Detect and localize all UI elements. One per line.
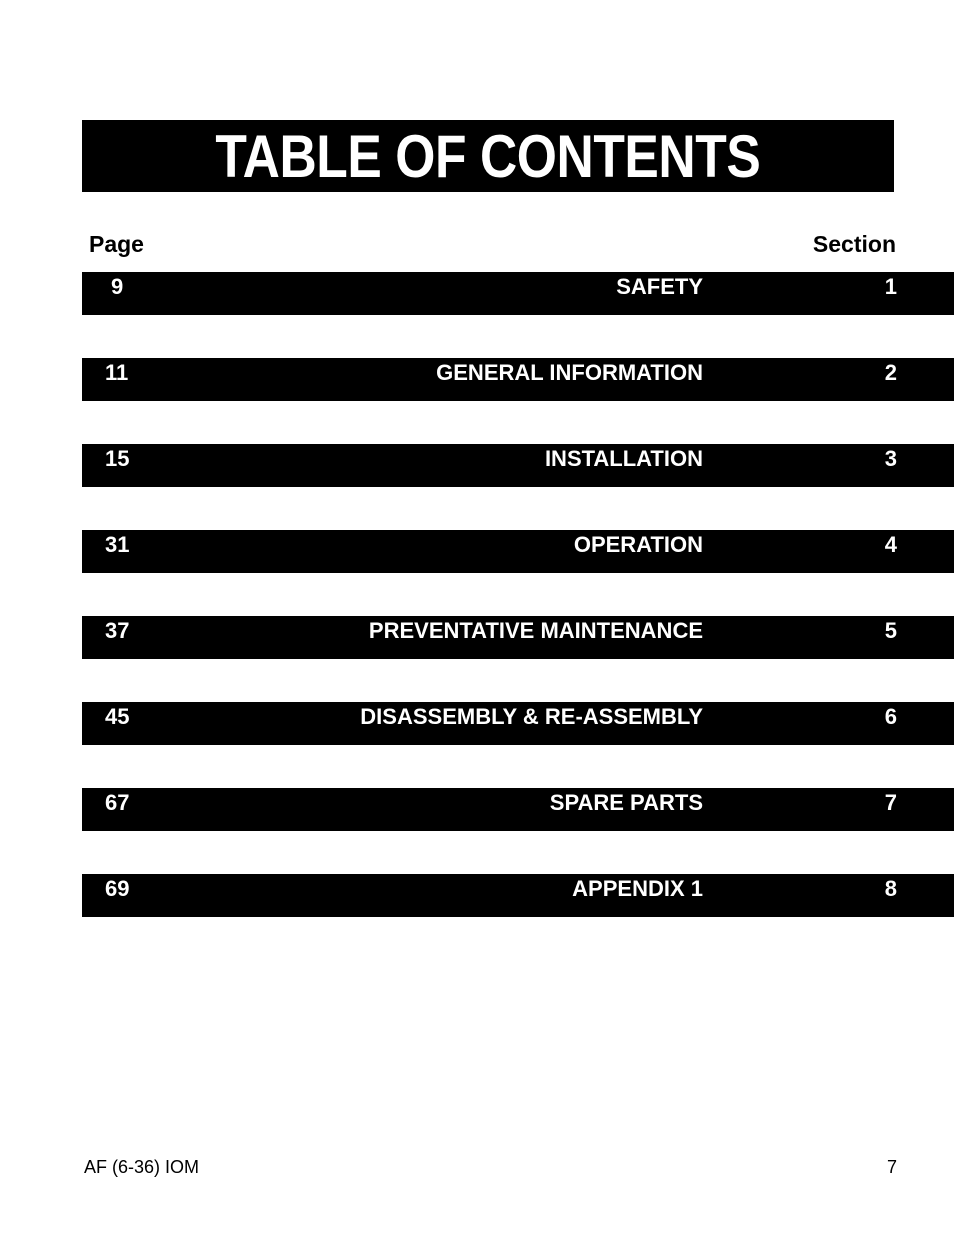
toc-entry-general-information[interactable]: [82, 358, 954, 401]
toc-title: OPERATION: [573, 532, 703, 557]
toc-title: SAFETY: [616, 274, 703, 299]
toc-title: GENERAL INFORMATION: [436, 360, 703, 385]
section-column-heading: Section: [812, 231, 896, 257]
toc-entry-preventative-maintenance[interactable]: [82, 616, 954, 659]
toc-page-number: 11: [105, 360, 129, 385]
toc-title: DISASSEMBLY & RE-ASSEMBLY: [360, 704, 703, 729]
toc-section-number: 3: [884, 446, 897, 471]
toc-section-number: 8: [884, 876, 897, 901]
toc-section-number: 6: [884, 704, 897, 729]
toc-entry-safety[interactable]: [82, 272, 954, 315]
toc-entry-spare-parts[interactable]: [82, 788, 954, 831]
toc-page-number: 67: [105, 790, 130, 815]
toc-title: INSTALLATION: [544, 446, 703, 471]
toc-title: SPARE PARTS: [549, 790, 703, 815]
toc-section-number: 2: [884, 360, 897, 385]
toc-entry-installation[interactable]: [82, 444, 954, 487]
page-column-heading: Page: [89, 231, 144, 257]
toc-list: [82, 272, 954, 960]
toc-section-number: 7: [884, 790, 897, 815]
footer-page-number: 7: [886, 1157, 897, 1177]
toc-entry-appendix-1[interactable]: [82, 874, 954, 917]
toc-page-number: 45: [105, 704, 130, 729]
toc-title: PREVENTATIVE MAINTENANCE: [368, 618, 703, 643]
toc-entry-disassembly-reassembly[interactable]: [82, 702, 954, 745]
title-banner: [82, 120, 894, 192]
toc-page-number: 37: [105, 618, 130, 643]
toc-section-number: 5: [884, 618, 897, 643]
toc-page-number: 31: [105, 532, 130, 557]
toc-page-number: 15: [105, 446, 130, 471]
toc-page-number: 69: [105, 876, 130, 901]
page-title: TABLE OF CONTENTS: [215, 123, 761, 190]
toc-page-number: 9: [111, 274, 124, 299]
footer-document-id: AF (6-36) IOM: [84, 1157, 200, 1177]
toc-section-number: 1: [884, 274, 897, 299]
toc-section-number: 4: [884, 532, 897, 557]
toc-title: APPENDIX 1: [572, 876, 703, 901]
toc-entry-operation[interactable]: [82, 530, 954, 573]
